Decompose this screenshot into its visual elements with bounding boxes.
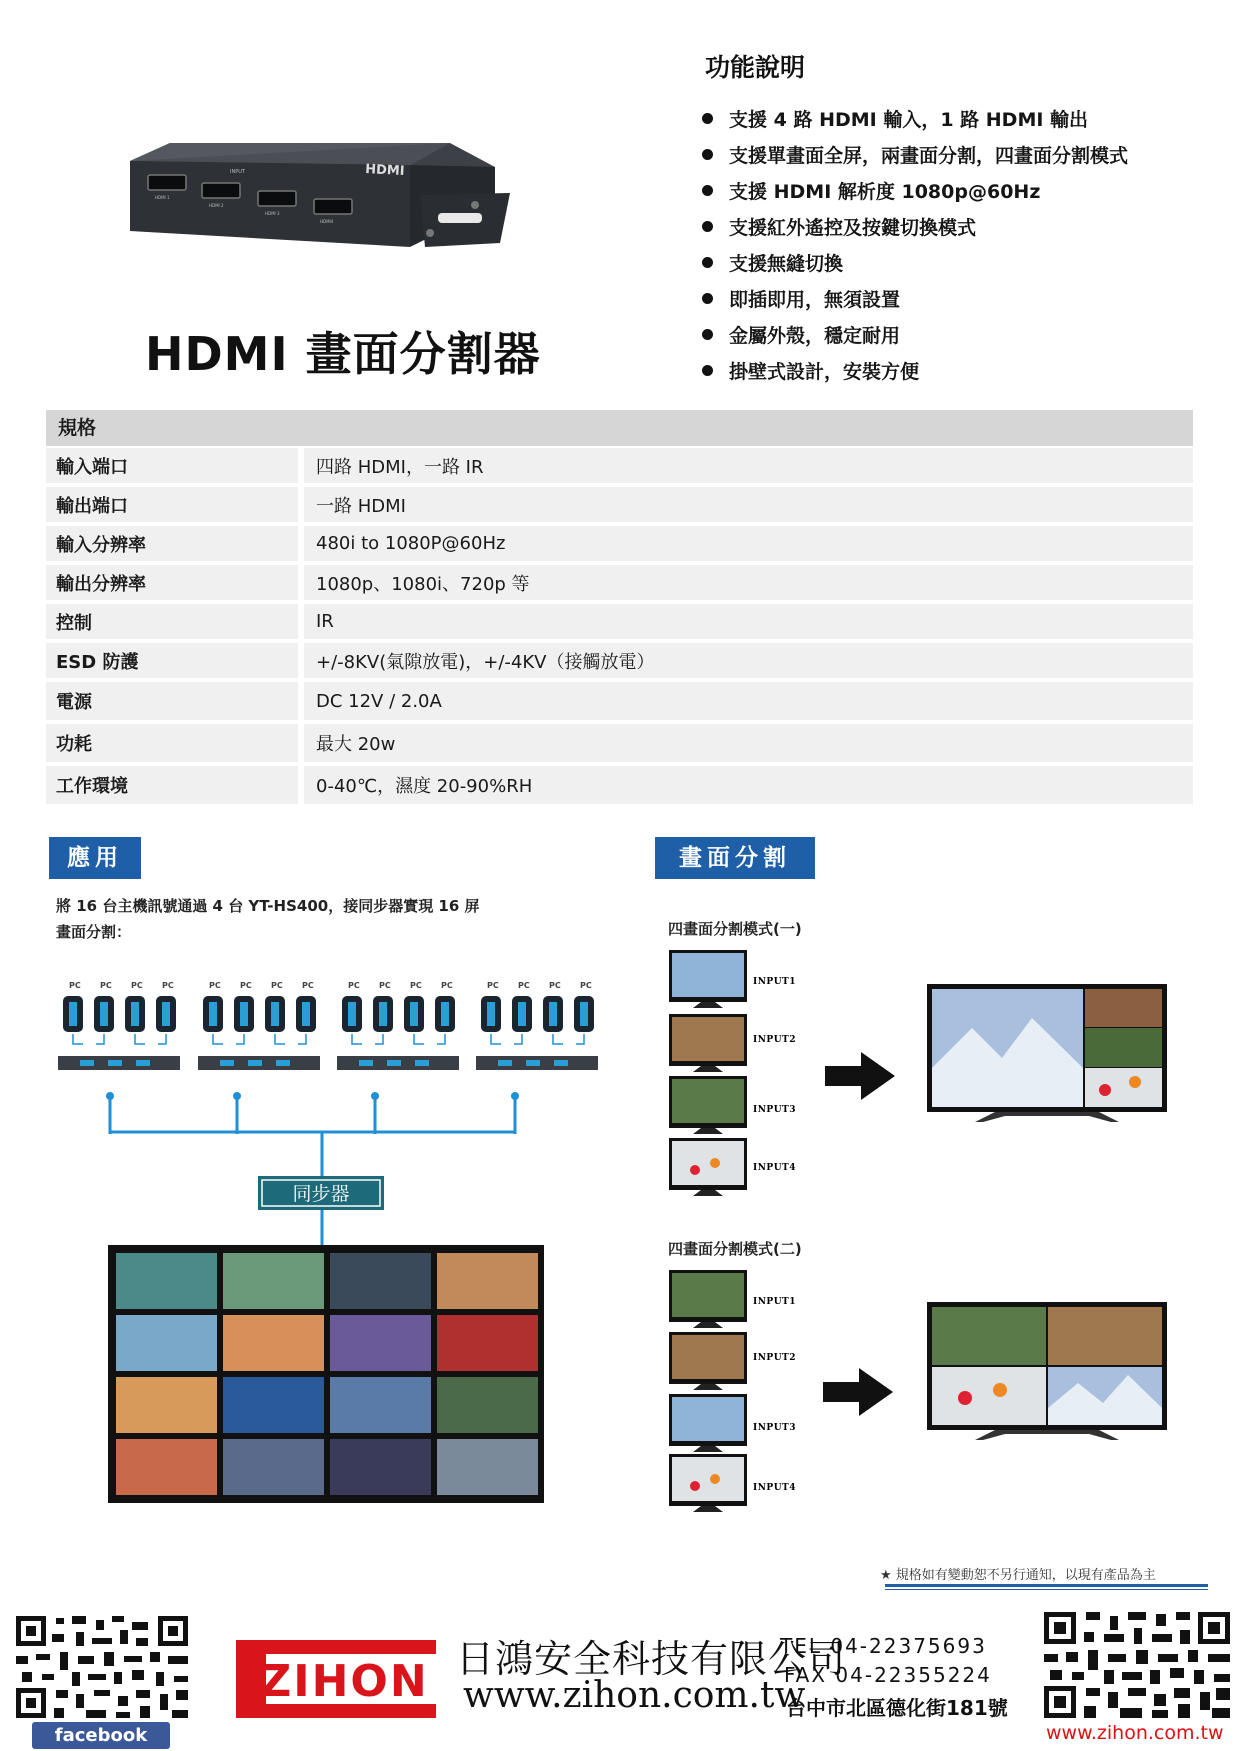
input-monitor (669, 1138, 747, 1196)
facebook-qr-code[interactable] (16, 1616, 188, 1718)
sync-box-label: 同步器 (292, 1183, 350, 1205)
pc-label: PC (580, 981, 592, 990)
pc-label: PC (271, 981, 283, 990)
feature-item (702, 208, 1128, 244)
spec-value: 四路 HDMI，一路 IR (304, 448, 1193, 483)
device-port2-label: HDMI 2 (209, 203, 224, 208)
pc-label: PC (549, 981, 561, 990)
pc-label: PC (379, 981, 391, 990)
features-title: 功能說明 (705, 53, 806, 82)
application-diagram (50, 970, 610, 1510)
input-label: INPUT1 (753, 1297, 797, 1307)
spec-key: 工作環境 (46, 766, 298, 804)
pc-group-4 (476, 981, 598, 1070)
hdmi-splitter-device-image (120, 135, 510, 265)
pc-group-3 (337, 981, 459, 1070)
split-mode2-diagram (665, 1268, 1177, 1526)
pc-label: PC (100, 981, 112, 990)
input-monitor (669, 1454, 747, 1512)
split-mode1-title: 四畫面分割模式(一) (668, 920, 802, 938)
feature-item (702, 352, 1128, 388)
pc-label: PC (302, 981, 314, 990)
application-desc-line1: 將 16 台主機訊號通過 4 台 YT-HS400，接同步器實現 16 屏 (56, 897, 480, 915)
output-tv (927, 1302, 1167, 1440)
spec-key: ESD 防護 (46, 643, 298, 678)
spec-key: 輸出分辨率 (46, 565, 298, 600)
website-url-link[interactable]: www.zihon.com.tw (1046, 1722, 1224, 1744)
spec-key: 輸入分辨率 (46, 526, 298, 561)
feature-text: 支援 4 路 HDMI 輸入，1 路 HDMI 輸出 (729, 108, 1089, 131)
spec-value: +/-8KV(氣隙放電)，+/-4KV（接觸放電） (304, 643, 1193, 678)
arrow-right-icon (825, 1052, 895, 1100)
company-address: 台中市北區德化街181號 (786, 1696, 1008, 1720)
device-port3-label: HDMI 3 (265, 211, 280, 216)
disclaimer-divider (885, 1584, 1208, 1587)
feature-item (702, 136, 1128, 172)
bullet-icon (702, 185, 713, 196)
feature-item (702, 244, 1128, 280)
device-hdmi-logo: HDMI (364, 162, 405, 180)
disclaimer-divider-thin (885, 1589, 1208, 1590)
spec-value: DC 12V / 2.0A (304, 682, 1193, 720)
bullet-icon (702, 329, 713, 340)
pc-label: PC (441, 981, 453, 990)
bullet-icon (702, 365, 713, 376)
zihon-logo (236, 1640, 436, 1718)
spec-row (46, 766, 1193, 804)
spec-key: 功耗 (46, 724, 298, 762)
input-monitor (669, 1076, 747, 1134)
bullet-icon (702, 293, 713, 304)
pc-label: PC (209, 981, 221, 990)
spec-row (46, 448, 1193, 483)
spec-row (46, 604, 1193, 639)
spec-value: IR (304, 604, 1193, 639)
output-tv (927, 984, 1167, 1122)
application-description (56, 893, 536, 945)
pc-label: PC (131, 981, 143, 990)
spec-row (46, 682, 1193, 720)
bullet-icon (702, 149, 713, 160)
spec-row (46, 565, 1193, 600)
feature-text: 掛壁式設計，安裝方便 (729, 360, 920, 383)
feature-item (702, 100, 1128, 136)
input-label: INPUT2 (753, 1353, 797, 1363)
pc-label: PC (348, 981, 360, 990)
spec-row (46, 487, 1193, 522)
product-title: HDMI 畫面分割器 (145, 327, 541, 381)
spec-value: 0-40℃，濕度 20-90%RH (304, 766, 1193, 804)
application-desc-line2: 畫面分割： (56, 923, 132, 941)
input-monitor (669, 1014, 747, 1072)
pc-label: PC (240, 981, 252, 990)
input-label: INPUT3 (753, 1423, 797, 1433)
input-label: INPUT1 (753, 977, 797, 987)
input-label: INPUT2 (753, 1035, 797, 1045)
telephone: TEL 04-22375693 (780, 1634, 987, 1658)
pc-group-1 (58, 981, 180, 1070)
company-website[interactable]: www.zihon.com.tw (463, 1675, 806, 1716)
split-section-label: 畫面分割 (655, 837, 815, 879)
split-mode2-title: 四畫面分割模式(二) (668, 1240, 802, 1258)
device-port1-label: HDMI 1 (155, 195, 170, 200)
spec-key: 輸入端口 (46, 448, 298, 483)
device-port4-label: HDMI4 (320, 219, 334, 224)
spec-row (46, 724, 1193, 762)
disclaimer-note: ★ 規格如有變動恕不另行通知，以現有產品為主 (880, 1568, 1156, 1583)
spec-value: 最大 20w (304, 724, 1193, 762)
pc-label: PC (487, 981, 499, 990)
logo-text: ZIHON (259, 1656, 429, 1707)
feature-item (702, 280, 1128, 316)
pc-label: PC (410, 981, 422, 990)
pc-label: PC (162, 981, 174, 990)
facebook-label[interactable]: facebook (32, 1722, 170, 1749)
feature-text: 金屬外殼，穩定耐用 (729, 324, 901, 347)
spec-value: 480i to 1080P@60Hz (304, 526, 1193, 561)
feature-text: 支援無縫切換 (729, 252, 844, 275)
bullet-icon (702, 257, 713, 268)
input-label: INPUT4 (753, 1163, 797, 1173)
spec-row (46, 526, 1193, 561)
application-section-label: 應用 (49, 837, 141, 879)
spec-key: 控制 (46, 604, 298, 639)
input-label: INPUT4 (753, 1483, 797, 1493)
fax-number: FAX 04-22355224 (784, 1663, 992, 1687)
arrow-right-icon (823, 1368, 893, 1416)
input-monitor (669, 1270, 747, 1328)
feature-item (702, 316, 1128, 352)
spec-value: 一路 HDMI (304, 487, 1193, 522)
spec-value: 1080p、1080i、720p 等 (304, 565, 1193, 600)
spec-header: 規格 (46, 410, 1193, 446)
pc-label: PC (69, 981, 81, 990)
input-monitor (669, 1332, 747, 1390)
split-mode1-diagram (665, 948, 1177, 1206)
device-input-label: INPUT (230, 169, 245, 175)
company-name: 日鴻安全科技有限公司 (456, 1637, 847, 1681)
spec-key: 輸出端口 (46, 487, 298, 522)
feature-text: 即插即用，無須設置 (729, 288, 901, 311)
input-monitor (669, 1394, 747, 1452)
input-label: INPUT3 (753, 1105, 797, 1115)
bullet-icon (702, 221, 713, 232)
feature-text: 支援 HDMI 解析度 1080p@60Hz (729, 180, 1041, 203)
pc-group-2 (198, 981, 320, 1070)
feature-text: 支援紅外遙控及按鍵切換模式 (729, 216, 977, 239)
spec-table (46, 410, 1193, 808)
spec-row (46, 643, 1193, 678)
bullet-icon (702, 113, 713, 124)
feature-item (702, 172, 1128, 208)
website-qr-code[interactable] (1044, 1612, 1230, 1718)
feature-text: 支援單畫面全屏，兩畫面分割，四畫面分割模式 (729, 144, 1129, 167)
input-monitor (669, 950, 747, 1008)
pc-label: PC (518, 981, 530, 990)
spec-key: 電源 (46, 682, 298, 720)
features-list (702, 100, 1128, 388)
